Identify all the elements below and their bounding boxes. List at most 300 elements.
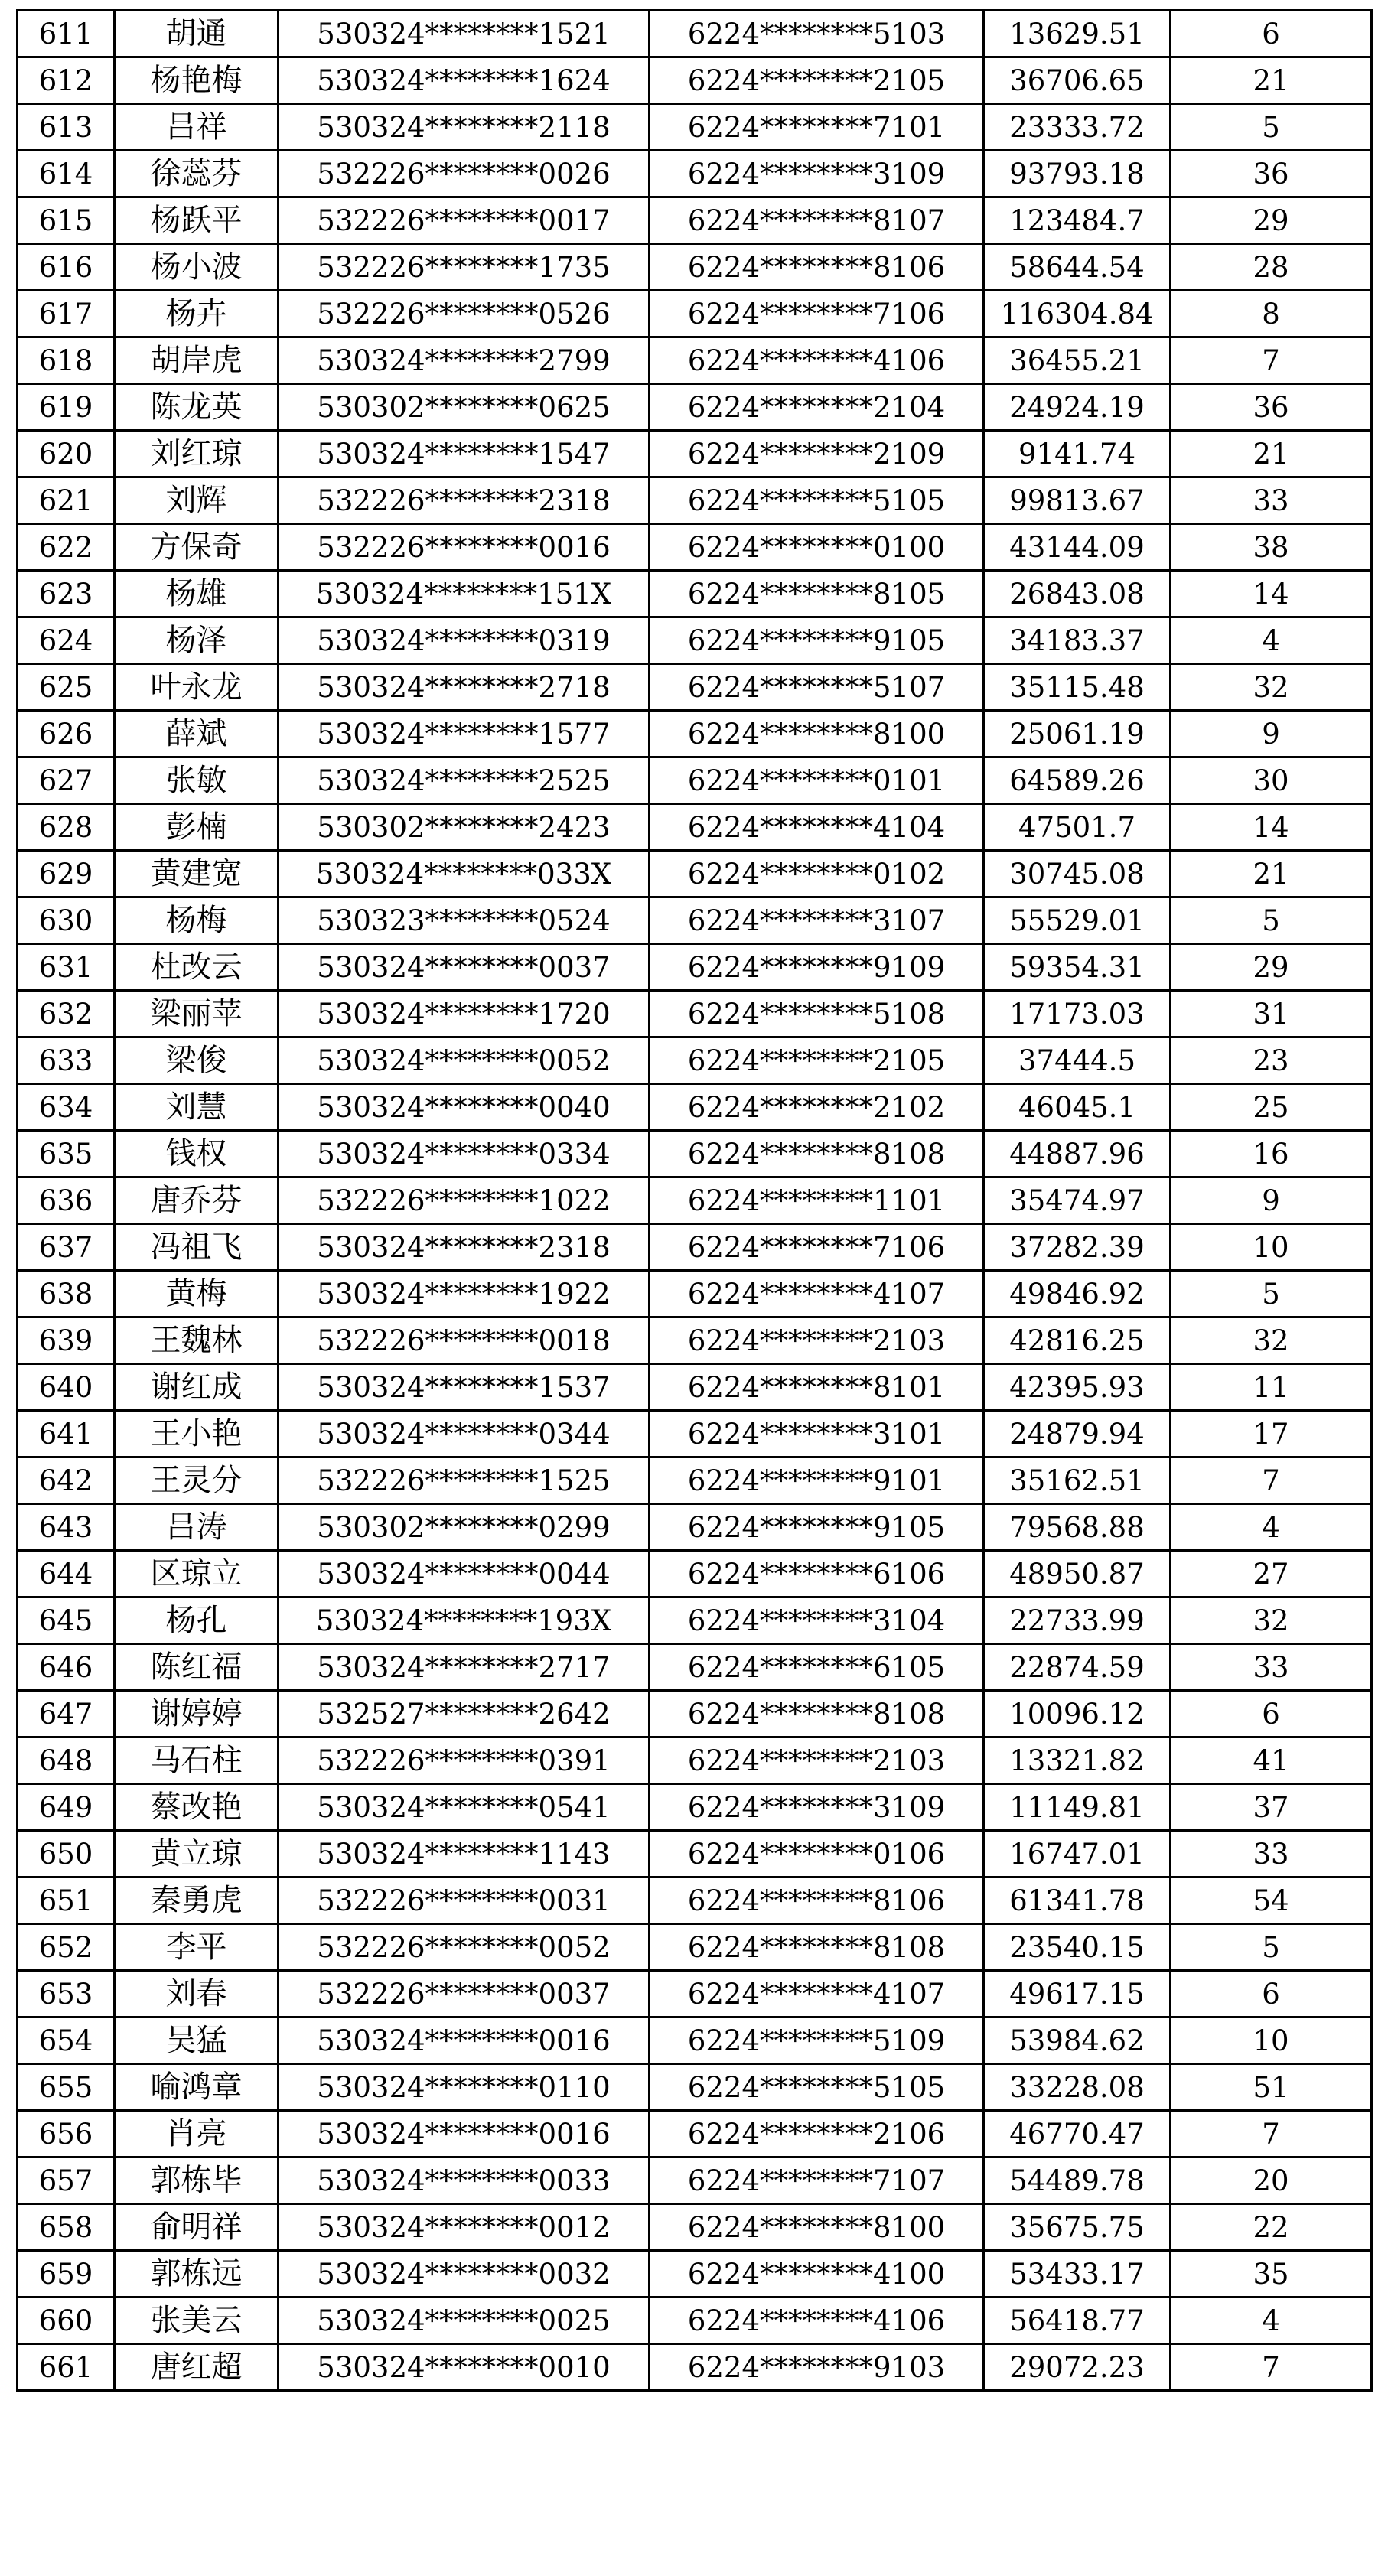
card-number-cell: 6224********2105 (650, 57, 984, 104)
name-cell: 杨孔 (115, 1597, 279, 1644)
id-number-cell: 530324********193X (279, 1597, 650, 1644)
table-row (18, 1457, 1372, 1504)
card-number-cell: 6224********8100 (650, 711, 984, 757)
card-number-cell: 6224********0102 (650, 851, 984, 897)
count-cell: 4 (1171, 617, 1372, 664)
row-number-cell: 628 (18, 804, 115, 851)
amount-cell: 10096.12 (984, 1691, 1171, 1737)
id-number-cell: 530324********0044 (279, 1551, 650, 1597)
id-number-cell: 530302********0625 (279, 384, 650, 431)
card-number-cell: 6224********3109 (650, 1784, 984, 1831)
id-number-cell: 530324********0033 (279, 2158, 650, 2204)
id-number-cell: 530324********0052 (279, 1037, 650, 1084)
table-row (18, 384, 1372, 431)
card-number-cell: 6224********3107 (650, 897, 984, 944)
id-number-cell: 532226********0052 (279, 1924, 650, 1971)
name-cell: 郭栋毕 (115, 2158, 279, 2204)
amount-cell: 46770.47 (984, 2111, 1171, 2158)
amount-cell: 34183.37 (984, 617, 1171, 664)
amount-cell: 49846.92 (984, 1271, 1171, 1317)
table-row (18, 2204, 1372, 2251)
count-cell: 33 (1171, 1831, 1372, 1877)
card-number-cell: 6224********5105 (650, 477, 984, 524)
id-number-cell: 532226********0026 (279, 151, 650, 197)
card-number-cell: 6224********2105 (650, 1037, 984, 1084)
amount-cell: 37444.5 (984, 1037, 1171, 1084)
row-number-cell: 654 (18, 2017, 115, 2064)
table-row (18, 1131, 1372, 1177)
count-cell: 9 (1171, 1177, 1372, 1224)
count-cell: 54 (1171, 1877, 1372, 1924)
table-row (18, 2344, 1372, 2391)
id-number-cell: 530324********2118 (279, 104, 650, 151)
row-number-cell: 649 (18, 1784, 115, 1831)
id-number-cell: 530302********0299 (279, 1504, 650, 1551)
count-cell: 38 (1171, 524, 1372, 571)
row-number-cell: 634 (18, 1084, 115, 1131)
card-number-cell: 6224********4106 (650, 337, 984, 384)
name-cell: 谢红成 (115, 1364, 279, 1411)
table-row (18, 851, 1372, 897)
count-cell: 7 (1171, 1457, 1372, 1504)
amount-cell: 24879.94 (984, 1411, 1171, 1457)
id-number-cell: 532226********0391 (279, 1737, 650, 1784)
card-number-cell: 6224********2104 (650, 384, 984, 431)
card-number-cell: 6224********8100 (650, 2204, 984, 2251)
count-cell: 5 (1171, 104, 1372, 151)
amount-cell: 43144.09 (984, 524, 1171, 571)
table-row (18, 1177, 1372, 1224)
id-number-cell: 530324********1720 (279, 991, 650, 1037)
row-number-cell: 623 (18, 571, 115, 617)
row-number-cell: 641 (18, 1411, 115, 1457)
row-number-cell: 625 (18, 664, 115, 711)
card-number-cell: 6224********8108 (650, 1691, 984, 1737)
name-cell: 陈红福 (115, 1644, 279, 1691)
amount-cell: 48950.87 (984, 1551, 1171, 1597)
name-cell: 唐乔芬 (115, 1177, 279, 1224)
table-row (18, 804, 1372, 851)
amount-cell: 17173.03 (984, 991, 1171, 1037)
count-cell: 29 (1171, 197, 1372, 244)
name-cell: 刘春 (115, 1971, 279, 2017)
name-cell: 杨跃平 (115, 197, 279, 244)
amount-cell: 33228.08 (984, 2064, 1171, 2111)
card-number-cell: 6224********4106 (650, 2298, 984, 2344)
card-number-cell: 6224********9109 (650, 944, 984, 991)
name-cell: 杜改云 (115, 944, 279, 991)
count-cell: 7 (1171, 2344, 1372, 2391)
id-number-cell: 530324********2318 (279, 1224, 650, 1271)
id-number-cell: 530302********2423 (279, 804, 650, 851)
id-number-cell: 530324********2717 (279, 1644, 650, 1691)
card-number-cell: 6224********8106 (650, 1877, 984, 1924)
name-cell: 方保奇 (115, 524, 279, 571)
count-cell: 10 (1171, 1224, 1372, 1271)
row-number-cell: 611 (18, 11, 115, 57)
amount-cell: 36455.21 (984, 337, 1171, 384)
name-cell: 杨梅 (115, 897, 279, 944)
id-number-cell: 532226********0037 (279, 1971, 650, 2017)
row-number-cell: 615 (18, 197, 115, 244)
card-number-cell: 6224********5108 (650, 991, 984, 1037)
name-cell: 梁丽苹 (115, 991, 279, 1037)
name-cell: 俞明祥 (115, 2204, 279, 2251)
row-number-cell: 622 (18, 524, 115, 571)
card-number-cell: 6224********7106 (650, 291, 984, 337)
amount-cell: 53433.17 (984, 2251, 1171, 2298)
card-number-cell: 6224********2103 (650, 1317, 984, 1364)
id-number-cell: 530324********1922 (279, 1271, 650, 1317)
table-row (18, 1597, 1372, 1644)
row-number-cell: 624 (18, 617, 115, 664)
name-cell: 胡通 (115, 11, 279, 57)
table-row (18, 1784, 1372, 1831)
id-number-cell: 530324********1547 (279, 431, 650, 477)
id-number-cell: 532226********2318 (279, 477, 650, 524)
amount-cell: 30745.08 (984, 851, 1171, 897)
name-cell: 黄梅 (115, 1271, 279, 1317)
count-cell: 41 (1171, 1737, 1372, 1784)
row-number-cell: 613 (18, 104, 115, 151)
records-table (16, 9, 1373, 2392)
card-number-cell: 6224********0100 (650, 524, 984, 571)
table-row (18, 1737, 1372, 1784)
row-number-cell: 639 (18, 1317, 115, 1364)
count-cell: 32 (1171, 1317, 1372, 1364)
count-cell: 33 (1171, 477, 1372, 524)
count-cell: 4 (1171, 1504, 1372, 1551)
amount-cell: 64589.26 (984, 757, 1171, 804)
table-row (18, 897, 1372, 944)
card-number-cell: 6224********7101 (650, 104, 984, 151)
name-cell: 张美云 (115, 2298, 279, 2344)
table-row (18, 2064, 1372, 2111)
amount-cell: 46045.1 (984, 1084, 1171, 1131)
amount-cell: 55529.01 (984, 897, 1171, 944)
name-cell: 谢婷婷 (115, 1691, 279, 1737)
count-cell: 8 (1171, 291, 1372, 337)
id-number-cell: 530324********151X (279, 571, 650, 617)
row-number-cell: 644 (18, 1551, 115, 1597)
name-cell: 梁俊 (115, 1037, 279, 1084)
table-row (18, 11, 1372, 57)
card-number-cell: 6224********2102 (650, 1084, 984, 1131)
row-number-cell: 614 (18, 151, 115, 197)
amount-cell: 79568.88 (984, 1504, 1171, 1551)
count-cell: 28 (1171, 244, 1372, 291)
table-row (18, 244, 1372, 291)
card-number-cell: 6224********4107 (650, 1971, 984, 2017)
count-cell: 36 (1171, 151, 1372, 197)
amount-cell: 42395.93 (984, 1364, 1171, 1411)
name-cell: 黄立琼 (115, 1831, 279, 1877)
name-cell: 杨艳梅 (115, 57, 279, 104)
count-cell: 21 (1171, 431, 1372, 477)
card-number-cell: 6224********4107 (650, 1271, 984, 1317)
table-row (18, 2298, 1372, 2344)
count-cell: 32 (1171, 664, 1372, 711)
table-row (18, 1551, 1372, 1597)
card-number-cell: 6224********0106 (650, 1831, 984, 1877)
card-number-cell: 6224********3109 (650, 151, 984, 197)
amount-cell: 23540.15 (984, 1924, 1171, 1971)
amount-cell: 9141.74 (984, 431, 1171, 477)
id-number-cell: 530324********2718 (279, 664, 650, 711)
table-row (18, 1971, 1372, 2017)
card-number-cell: 6224********9105 (650, 617, 984, 664)
id-number-cell: 530324********033X (279, 851, 650, 897)
row-number-cell: 620 (18, 431, 115, 477)
card-number-cell: 6224********9101 (650, 1457, 984, 1504)
card-number-cell: 6224********8106 (650, 244, 984, 291)
card-number-cell: 6224********8105 (650, 571, 984, 617)
count-cell: 25 (1171, 1084, 1372, 1131)
table-row (18, 1084, 1372, 1131)
table-body (18, 11, 1372, 2391)
count-cell: 5 (1171, 1271, 1372, 1317)
card-number-cell: 6224********9105 (650, 1504, 984, 1551)
name-cell: 王灵分 (115, 1457, 279, 1504)
count-cell: 23 (1171, 1037, 1372, 1084)
amount-cell: 11149.81 (984, 1784, 1171, 1831)
count-cell: 20 (1171, 2158, 1372, 2204)
id-number-cell: 530324********1624 (279, 57, 650, 104)
amount-cell: 53984.62 (984, 2017, 1171, 2064)
row-number-cell: 629 (18, 851, 115, 897)
table-row (18, 757, 1372, 804)
count-cell: 11 (1171, 1364, 1372, 1411)
id-number-cell: 530324********0010 (279, 2344, 650, 2391)
row-number-cell: 642 (18, 1457, 115, 1504)
name-cell: 刘红琼 (115, 431, 279, 477)
count-cell: 35 (1171, 2251, 1372, 2298)
amount-cell: 61341.78 (984, 1877, 1171, 1924)
amount-cell: 13321.82 (984, 1737, 1171, 1784)
amount-cell: 37282.39 (984, 1224, 1171, 1271)
card-number-cell: 6224********5103 (650, 11, 984, 57)
row-number-cell: 617 (18, 291, 115, 337)
table-row (18, 337, 1372, 384)
table-row (18, 524, 1372, 571)
name-cell: 蔡改艳 (115, 1784, 279, 1831)
row-number-cell: 621 (18, 477, 115, 524)
amount-cell: 35162.51 (984, 1457, 1171, 1504)
count-cell: 33 (1171, 1644, 1372, 1691)
id-number-cell: 530324********0110 (279, 2064, 650, 2111)
name-cell: 马石柱 (115, 1737, 279, 1784)
card-number-cell: 6224********3101 (650, 1411, 984, 1457)
count-cell: 10 (1171, 2017, 1372, 2064)
card-number-cell: 6224********5107 (650, 664, 984, 711)
card-number-cell: 6224********5109 (650, 2017, 984, 2064)
table-row (18, 1317, 1372, 1364)
amount-cell: 56418.77 (984, 2298, 1171, 2344)
row-number-cell: 659 (18, 2251, 115, 2298)
amount-cell: 13629.51 (984, 11, 1171, 57)
amount-cell: 49617.15 (984, 1971, 1171, 2017)
id-number-cell: 532226********0018 (279, 1317, 650, 1364)
amount-cell: 93793.18 (984, 151, 1171, 197)
row-number-cell: 632 (18, 991, 115, 1037)
table-row (18, 1504, 1372, 1551)
name-cell: 彭楠 (115, 804, 279, 851)
id-number-cell: 530324********1521 (279, 11, 650, 57)
name-cell: 喻鸿章 (115, 2064, 279, 2111)
table-row (18, 1831, 1372, 1877)
id-number-cell: 530324********0016 (279, 2017, 650, 2064)
row-number-cell: 648 (18, 1737, 115, 1784)
id-number-cell: 530323********0524 (279, 897, 650, 944)
card-number-cell: 6224********4100 (650, 2251, 984, 2298)
row-number-cell: 633 (18, 1037, 115, 1084)
count-cell: 17 (1171, 1411, 1372, 1457)
id-number-cell: 530324********1143 (279, 1831, 650, 1877)
table-row (18, 2017, 1372, 2064)
amount-cell: 35115.48 (984, 664, 1171, 711)
amount-cell: 23333.72 (984, 104, 1171, 151)
table-row (18, 571, 1372, 617)
row-number-cell: 618 (18, 337, 115, 384)
table-row (18, 1691, 1372, 1737)
amount-cell: 59354.31 (984, 944, 1171, 991)
card-number-cell: 6224********6105 (650, 1644, 984, 1691)
id-number-cell: 530324********0040 (279, 1084, 650, 1131)
row-number-cell: 631 (18, 944, 115, 991)
row-number-cell: 636 (18, 1177, 115, 1224)
id-number-cell: 530324********1577 (279, 711, 650, 757)
row-number-cell: 655 (18, 2064, 115, 2111)
count-cell: 31 (1171, 991, 1372, 1037)
row-number-cell: 627 (18, 757, 115, 804)
id-number-cell: 530324********0025 (279, 2298, 650, 2344)
name-cell: 黄建宽 (115, 851, 279, 897)
name-cell: 吕祥 (115, 104, 279, 151)
name-cell: 叶永龙 (115, 664, 279, 711)
id-number-cell: 530324********0032 (279, 2251, 650, 2298)
row-number-cell: 651 (18, 1877, 115, 1924)
card-number-cell: 6224********7107 (650, 2158, 984, 2204)
count-cell: 16 (1171, 1131, 1372, 1177)
row-number-cell: 616 (18, 244, 115, 291)
row-number-cell: 660 (18, 2298, 115, 2344)
row-number-cell: 653 (18, 1971, 115, 2017)
table-row (18, 197, 1372, 244)
table-row (18, 1877, 1372, 1924)
name-cell: 郭栋远 (115, 2251, 279, 2298)
row-number-cell: 645 (18, 1597, 115, 1644)
table-row (18, 991, 1372, 1037)
amount-cell: 16747.01 (984, 1831, 1171, 1877)
name-cell: 陈龙英 (115, 384, 279, 431)
amount-cell: 123484.7 (984, 197, 1171, 244)
name-cell: 区琼立 (115, 1551, 279, 1597)
table-row (18, 1924, 1372, 1971)
card-number-cell: 6224********2106 (650, 2111, 984, 2158)
name-cell: 徐蕊芬 (115, 151, 279, 197)
table-row (18, 2111, 1372, 2158)
name-cell: 肖亮 (115, 2111, 279, 2158)
row-number-cell: 647 (18, 1691, 115, 1737)
name-cell: 胡岸虎 (115, 337, 279, 384)
id-number-cell: 532226********0016 (279, 524, 650, 571)
card-number-cell: 6224********3104 (650, 1597, 984, 1644)
name-cell: 秦勇虎 (115, 1877, 279, 1924)
table-row (18, 1271, 1372, 1317)
row-number-cell: 638 (18, 1271, 115, 1317)
table-row (18, 151, 1372, 197)
card-number-cell: 6224********9103 (650, 2344, 984, 2391)
table-row (18, 1224, 1372, 1271)
count-cell: 14 (1171, 804, 1372, 851)
table-row (18, 664, 1372, 711)
table-row (18, 2251, 1372, 2298)
id-number-cell: 532226********1735 (279, 244, 650, 291)
card-number-cell: 6224********2103 (650, 1737, 984, 1784)
row-number-cell: 626 (18, 711, 115, 757)
name-cell: 杨小波 (115, 244, 279, 291)
row-number-cell: 640 (18, 1364, 115, 1411)
card-number-cell: 6224********8108 (650, 1131, 984, 1177)
amount-cell: 22874.59 (984, 1644, 1171, 1691)
table-row (18, 617, 1372, 664)
amount-cell: 36706.65 (984, 57, 1171, 104)
row-number-cell: 635 (18, 1131, 115, 1177)
amount-cell: 24924.19 (984, 384, 1171, 431)
name-cell: 王小艳 (115, 1411, 279, 1457)
row-number-cell: 658 (18, 2204, 115, 2251)
name-cell: 张敏 (115, 757, 279, 804)
table-row (18, 57, 1372, 104)
row-number-cell: 612 (18, 57, 115, 104)
id-number-cell: 530324********0012 (279, 2204, 650, 2251)
row-number-cell: 637 (18, 1224, 115, 1271)
card-number-cell: 6224********1101 (650, 1177, 984, 1224)
name-cell: 薛斌 (115, 711, 279, 757)
id-number-cell: 530324********2799 (279, 337, 650, 384)
amount-cell: 47501.7 (984, 804, 1171, 851)
id-number-cell: 532527********2642 (279, 1691, 650, 1737)
id-number-cell: 530324********0016 (279, 2111, 650, 2158)
id-number-cell: 530324********1537 (279, 1364, 650, 1411)
amount-cell: 116304.84 (984, 291, 1171, 337)
row-number-cell: 650 (18, 1831, 115, 1877)
table-row (18, 1364, 1372, 1411)
count-cell: 5 (1171, 897, 1372, 944)
name-cell: 冯祖飞 (115, 1224, 279, 1271)
table-row (18, 944, 1372, 991)
count-cell: 7 (1171, 2111, 1372, 2158)
count-cell: 9 (1171, 711, 1372, 757)
count-cell: 6 (1171, 1691, 1372, 1737)
count-cell: 27 (1171, 1551, 1372, 1597)
row-number-cell: 619 (18, 384, 115, 431)
card-number-cell: 6224********8108 (650, 1924, 984, 1971)
count-cell: 6 (1171, 11, 1372, 57)
row-number-cell: 646 (18, 1644, 115, 1691)
id-number-cell: 532226********0526 (279, 291, 650, 337)
name-cell: 唐红超 (115, 2344, 279, 2391)
table-row (18, 711, 1372, 757)
name-cell: 刘辉 (115, 477, 279, 524)
name-cell: 杨泽 (115, 617, 279, 664)
count-cell: 21 (1171, 851, 1372, 897)
amount-cell: 26843.08 (984, 571, 1171, 617)
amount-cell: 42816.25 (984, 1317, 1171, 1364)
count-cell: 14 (1171, 571, 1372, 617)
id-number-cell: 530324********0334 (279, 1131, 650, 1177)
row-number-cell: 643 (18, 1504, 115, 1551)
